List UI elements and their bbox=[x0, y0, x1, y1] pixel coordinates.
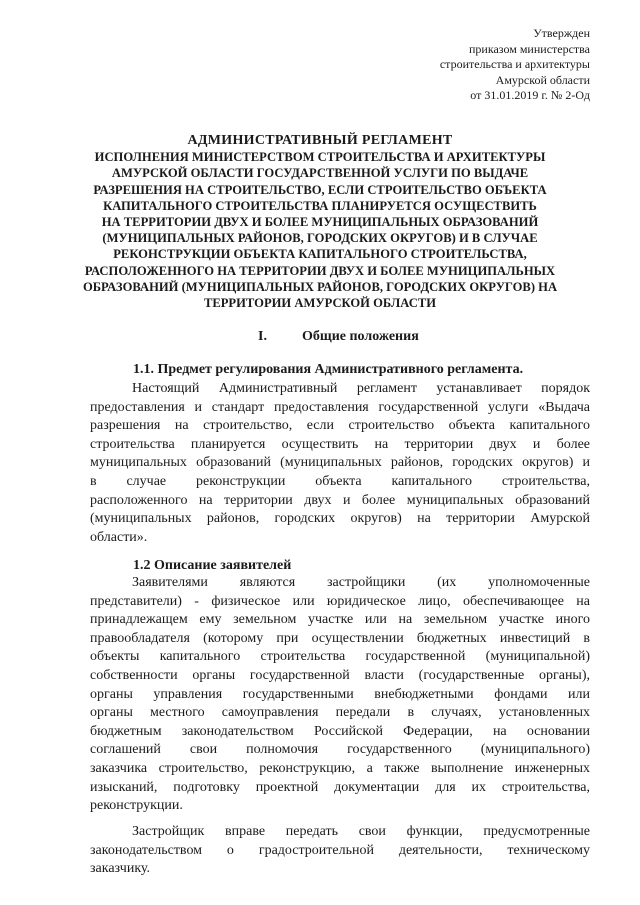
title-line: АМУРСКОЙ ОБЛАСТИ ГОСУДАРСТВЕННОЙ УСЛУГИ ПО ВЫДАЧЕ bbox=[111, 166, 529, 181]
text-line: принадлежащем ему земельном участке или на земельном участке иного bbox=[90, 612, 590, 628]
title-line: ИСПОЛНЕНИЯ МИНИСТЕРСТВОМ СТРОИТЕЛЬСТВА И АРХИТЕКТУРЫ bbox=[94, 150, 546, 165]
text-line: заказчика строительство, реконструкцию, а также выполнение инженерных bbox=[90, 760, 590, 776]
text-line: расположенного на территории двух и более муниципальных образований bbox=[90, 492, 590, 508]
text-line: бюджетным законодательством Российской Федерации, на основании bbox=[90, 723, 590, 739]
text-line: строительства планируется осуществить на территории двух и более bbox=[90, 436, 590, 452]
approval-line: Амурской области bbox=[495, 72, 590, 87]
text-line: разрешения на строительство, если строительство объекта капитального bbox=[90, 418, 590, 434]
title-line: ТЕРРИТОРИИ АМУРСКОЙ ОБЛАСТИ bbox=[203, 296, 437, 311]
title-line: РАСПОЛОЖЕННОГО НА ТЕРРИТОРИИ ДВУХ И БОЛЕЕ МУНИЦИПАЛЬНЫХ bbox=[84, 263, 556, 278]
text-line: (муниципальных районов, городских округов) на территории Амурской bbox=[90, 511, 590, 527]
paragraph-applicants bbox=[90, 574, 590, 816]
text-line: органы местного самоуправления передали в случаях, установленных bbox=[90, 705, 590, 721]
text-line: в случае реконструкции объекта капитального строительства, bbox=[90, 473, 590, 489]
title-line: КАПИТАЛЬНОГО СТРОИТЕЛЬСТВА ПЛАНИРУЕТСЯ ОСУЩЕСТВИТЬ bbox=[103, 198, 537, 213]
approval-line: строительства и архитектуры bbox=[439, 57, 590, 71]
text-line: области». bbox=[90, 529, 148, 545]
text-line: реконструкции. bbox=[90, 798, 183, 814]
section-title: Общие положения bbox=[302, 329, 419, 344]
text-line: соглашений свои полномочия государственного (муниципального) bbox=[90, 742, 590, 758]
title-line: РЕКОНСТРУКЦИИ ОБЪЕКТА КАПИТАЛЬНОГО СТРОИТЕЛЬСТВА, bbox=[113, 247, 527, 262]
title-main: АДМИНИСТРАТИВНЫЙ РЕГЛАМЕНТ bbox=[187, 133, 453, 148]
title-line: ОБРАЗОВАНИЙ (МУНИЦИПАЛЬНЫХ РАЙОНОВ, ГОРОДСКИХ ОКРУГОВ) НА bbox=[82, 279, 558, 294]
text-line: законодательством о градостроительной деятельности, техническому bbox=[90, 842, 590, 858]
text-line: Заявителями являются застройщики (их уполномоченные bbox=[132, 575, 590, 590]
text-line: правообладателя (которому при осуществлении бюджетных инвестиций в bbox=[90, 630, 590, 646]
text-line: заказчику. bbox=[90, 861, 151, 877]
section-number: I. bbox=[258, 329, 267, 344]
approval-stamp bbox=[440, 26, 590, 104]
title-line: НА ТЕРРИТОРИИ ДВУХ И БОЛЕЕ МУНИЦИПАЛЬНЫХ ОБРАЗОВАНИЙ bbox=[101, 215, 539, 230]
text-line: изысканий, подготовку проектной документации для их строительства, bbox=[90, 779, 590, 795]
document-title bbox=[60, 133, 580, 311]
subsection-heading: 1.1. Предмет регулирования Административного регламента. bbox=[133, 362, 524, 377]
paragraph-subject bbox=[90, 380, 590, 547]
title-line: (МУНИЦИПАЛЬНЫХ РАЙОНОВ, ГОРОДСКИХ ОКРУГОВ) И В СЛУЧАЕ bbox=[102, 231, 538, 246]
approval-line: Утвержден bbox=[533, 26, 590, 40]
text-line: собственности органы государственной власти (государственные органы), bbox=[90, 667, 590, 683]
title-line: РАЗРЕШЕНИЯ НА СТРОИТЕЛЬСТВО, ЕСЛИ СТРОИТЕЛЬСТВО ОБЪЕКТА bbox=[93, 182, 547, 197]
approval-line: приказом министерства bbox=[468, 41, 590, 56]
paragraph-developer bbox=[90, 823, 590, 879]
text-line: объекты капитального строительства государственной (муниципальной) bbox=[90, 649, 590, 665]
approval-line: от 31.01.2019 г. № 2-Од bbox=[470, 88, 590, 102]
text-line: органы управления государственными внебюджетными фондами или bbox=[90, 686, 590, 702]
text-line: Застройщик вправе передать свои функции, предусмотренные bbox=[132, 824, 590, 839]
subsection-heading: 1.2 Описание заявителей bbox=[133, 558, 292, 573]
text-line: муниципальных образований (муниципальных районов, городских округов) и bbox=[90, 455, 590, 471]
text-line: предоставления и стандарт предоставления государственной услуги «Выдача bbox=[90, 399, 590, 415]
text-line: представители) - физическое или юридическое лицо, обеспечивающее на bbox=[90, 593, 590, 609]
text-line: Настоящий Административный регламент устанавливает порядок bbox=[132, 381, 590, 396]
